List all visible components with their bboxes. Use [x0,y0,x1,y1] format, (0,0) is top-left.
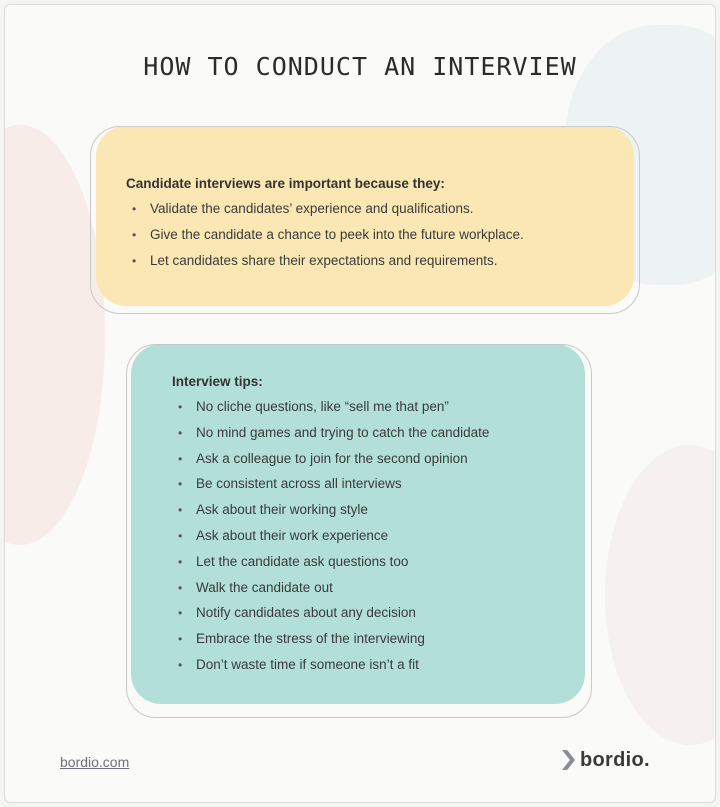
page-title: HOW TO CONDUCT AN INTERVIEW [143,52,577,81]
website-link[interactable]: bordio.com [60,754,130,770]
tip-item: • Don’t waste time if someone isn’t a fit [172,656,489,682]
brand-logo [560,748,650,772]
tip-item: • Ask about their working style [172,501,489,527]
tips-list [172,398,489,682]
importance-item: • Validate the candidates’ experience and qualifications. [126,200,524,226]
tips-heading: Interview tips: [172,374,263,389]
importance-heading: Candidate interviews are important because they: [126,176,445,191]
bordio-chevron-logo-icon [560,748,576,772]
decorative-blob-right-lower [605,445,716,745]
tip-item: • Ask a colleague to join for the second opinion [172,450,489,476]
importance-list [126,200,524,278]
tip-item: • No cliche questions, like “sell me that pen” [172,398,489,424]
tip-item: • Walk the candidate out [172,579,489,605]
tip-item: • Ask about their work experience [172,527,489,553]
tip-item: • Let the candidate ask questions too [172,553,489,579]
importance-item: • Let candidates share their expectations and requirements. [126,252,524,278]
tip-item: • Be consistent across all interviews [172,475,489,501]
tip-item: • No mind games and trying to catch the candidate [172,424,489,450]
tip-item: • Notify candidates about any decision [172,604,489,630]
brand-name: bordio. [580,748,650,771]
importance-item: • Give the candidate a chance to peek into the future workplace. [126,226,524,252]
tip-item: • Embrace the stress of the interviewing [172,630,489,656]
